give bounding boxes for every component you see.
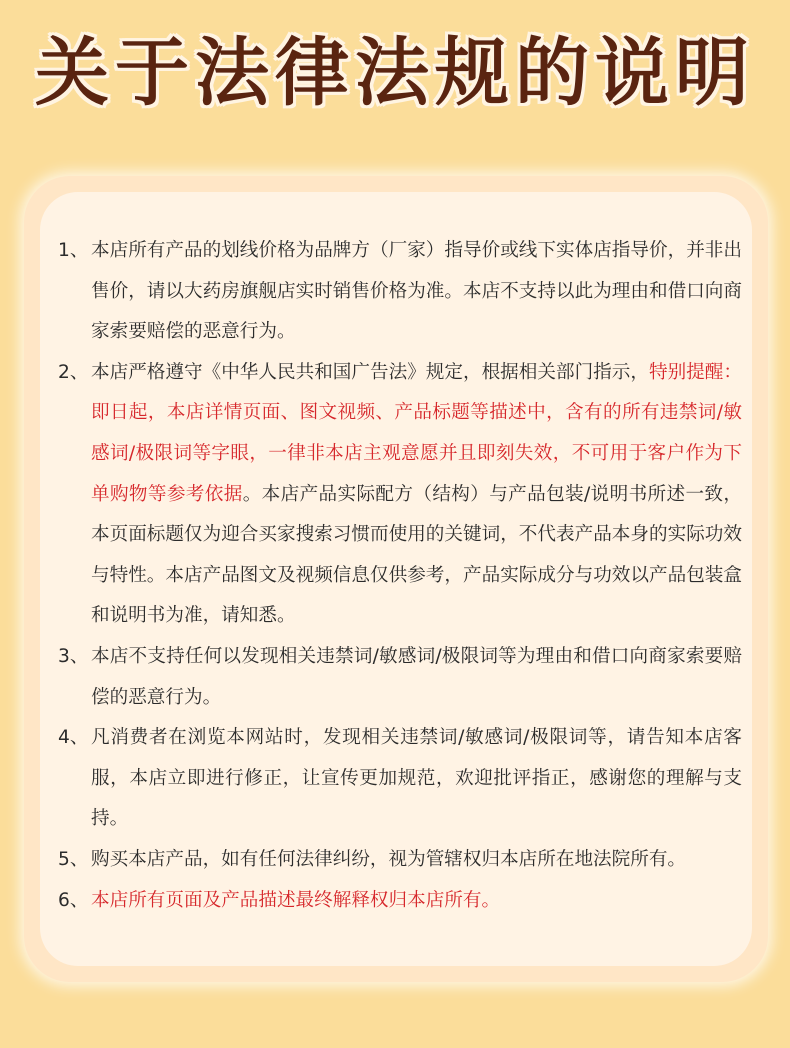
notice-list [58,231,742,921]
item-text [91,353,742,637]
list-item [58,353,742,637]
item-number: 5、 [58,848,89,870]
page-title: 关于法律法规的说明 [35,30,755,116]
item-text-normal: 。本店产品实际配方（结构）与产品包装/说明书所述一致，本页面标题仅为迎合买家搜索习惯而使用的关键词，不代表产品本身的实际功效与特性。本店产品图文及视频信息仅供参考，产品实际成分与功效以产品包装盒和说明书为准，请知悉。 [91,483,742,627]
item-number: 1、 [58,240,89,261]
list-item [58,840,742,881]
item-number: 2、 [58,361,89,383]
item-number: 4、 [58,727,89,749]
list-item [58,718,742,840]
item-text-normal: 本店严格遵守《中华人民共和国广告法》规定，根据相关部门指示， [91,361,649,383]
item-text: 本店不支持任何以发现相关违禁词/敏感词/极限词等为理由和借口向商家索要赔偿的恶意行为。 [91,645,742,708]
list-item [58,231,742,353]
item-text-highlight: 特别提醒：即日起，本店详情页面、图文视频、产品标题等描述中，含有的所有违禁词/敏感词/极限词等字眼，一律非本店主观意愿并且即刻失效，不可用于客户作为下单购物等参考依据 [91,361,742,505]
item-text: 购买本店产品，如有任何法律纠纷，视为管辖权归本店所在地法院所有。 [91,848,687,870]
list-item [58,881,742,922]
item-text: 凡消费者在浏览本网站时，发现相关违禁词/敏感词/极限词等，请告知本店客服，本店立即进行修正，让宣传更加规范，欢迎批评指正，感谢您的理解与支持。 [91,727,742,830]
item-text: 本店所有产品的划线价格为品牌方（厂家）指导价或线下实体店指导价，并非出售价，请以大药房旗舰店实时销售价格为准。本店不支持以此为理由和借口向商家索要赔偿的恶意行为。 [91,240,742,343]
item-number: 3、 [58,645,89,667]
item-number: 6、 [58,889,89,911]
item-text-highlight: 本店所有页面及产品描述最终解释权归本店所有。 [91,889,501,911]
list-item [58,637,742,718]
